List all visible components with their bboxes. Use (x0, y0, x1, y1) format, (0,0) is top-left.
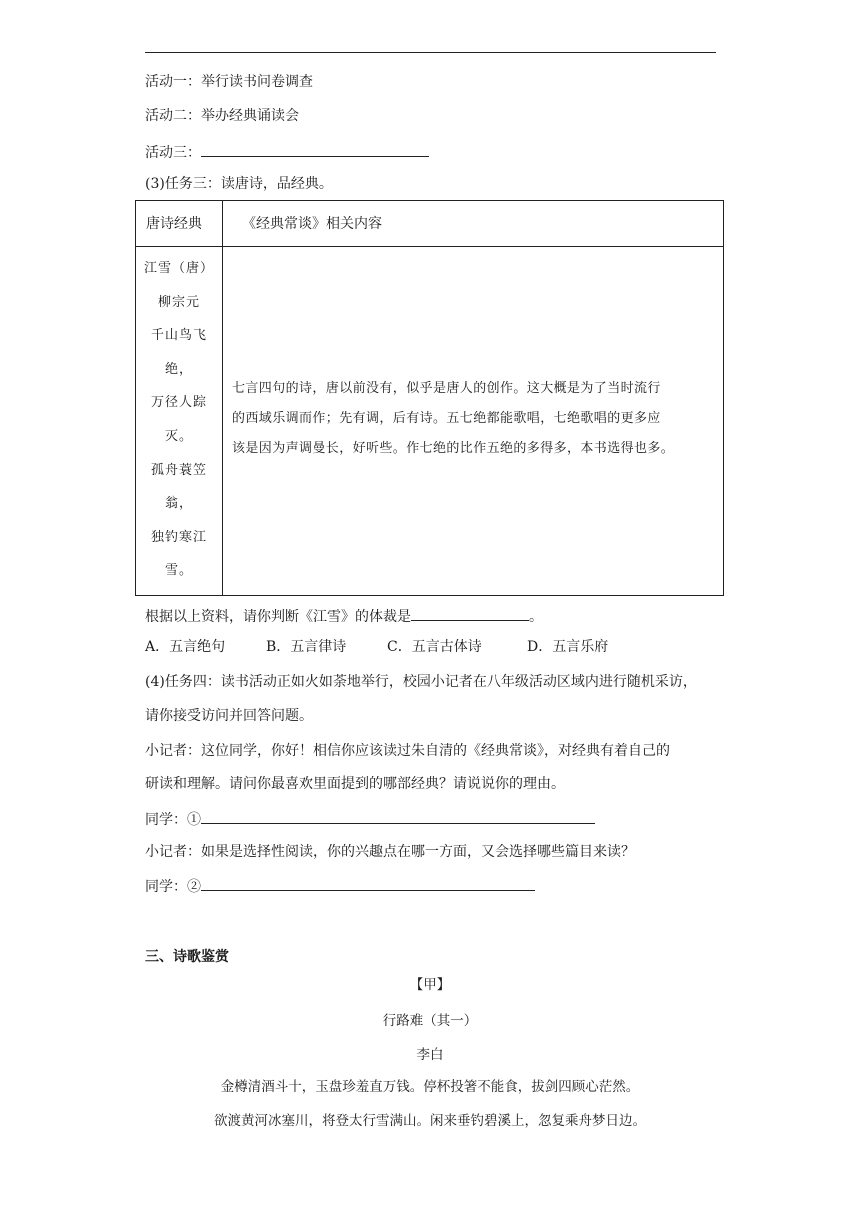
genre-question-end: 。 (529, 609, 543, 625)
excerpt-line: 的西域乐调而作；先有调，后有诗。五七绝都能歌唱，七绝歌唱的更多应 (232, 411, 661, 426)
classic-talk-excerpt (232, 374, 720, 464)
poem-line: 翁， (164, 496, 193, 512)
poem-jiangxue (136, 259, 222, 595)
option-d[interactable]: D．五言乐府 (527, 639, 609, 655)
reporter-question-1a: 小记者：这位同学，你好！相信你应该读过朱自清的《经典常谈》，对经典有着自己的 (145, 743, 670, 759)
poem-line: 灭。 (164, 428, 193, 444)
top-divider (145, 52, 716, 53)
table-column-divider (222, 201, 223, 595)
tang-poem-table (135, 200, 724, 596)
option-c[interactable]: C．五言古体诗 (387, 639, 482, 655)
activity-3-answer-blank[interactable] (201, 141, 429, 157)
excerpt-line: 七言四句的诗，唐以前没有，似乎是唐人的创作。这大概是为了当时流行 (232, 381, 661, 396)
poem-line-2: 欲渡黄河冰塞川，将登太行雪满山。闲来垂钓碧溪上，忽复乘舟梦日边。 (214, 1113, 646, 1129)
genre-question (145, 605, 543, 627)
activity-3 (145, 141, 429, 163)
poem-title: 行路难（其一） (382, 1013, 478, 1029)
student-answer-1 (145, 808, 595, 830)
task3-heading: (3)任务三：读唐诗，品经典。 (145, 176, 333, 192)
student-answer-2-label: 同学：② (145, 879, 201, 895)
activity-1: 活动一：举行读书问卷调查 (145, 74, 313, 90)
genre-answer-blank[interactable] (411, 605, 529, 621)
option-a[interactable]: A．五言绝句 (145, 639, 226, 655)
activity-3-label: 活动三： (145, 145, 201, 161)
table-header-divider (136, 246, 723, 247)
poem-line: 柳宗元 (157, 294, 200, 310)
poem-line: 绝， (164, 361, 193, 377)
student-answer-1-label: 同学：① (145, 812, 201, 828)
activity-2: 活动二：举办经典诵读会 (145, 108, 299, 124)
poem-line-1: 金樽清酒斗十，玉盘珍羞直万钱。停杯投箸不能食，拔剑四顾心茫然。 (220, 1079, 640, 1095)
student-answer-2 (145, 875, 535, 897)
poem-line: 独钓寒江 (150, 529, 207, 545)
reporter-question-2: 小记者：如果是选择性阅读，你的兴趣点在哪一方面，又会选择哪些篇目来读？ (145, 844, 635, 860)
poem-author: 李白 (416, 1047, 444, 1063)
poem-line: 雪。 (164, 563, 193, 579)
excerpt-line: 该是因为声调曼长，好听些。作七绝的比作五绝的多得多，本书选得也多。 (232, 441, 675, 456)
table-header-poem: 唐诗经典 (146, 216, 202, 232)
poem-line: 千山鸟飞 (150, 328, 207, 344)
poem-label-jia: 【甲】 (409, 977, 451, 993)
poem-line: 孤舟蓑笠 (150, 462, 207, 478)
poem-line: 万径人踪 (150, 395, 207, 411)
answer-options (145, 637, 608, 657)
poem-line: 江雪（唐） (143, 261, 214, 276)
genre-question-text: 根据以上资料，请你判断《江雪》的体裁是 (145, 609, 411, 625)
task4-line-2: 请你接受访问并回答问题。 (145, 708, 313, 724)
option-b[interactable]: B．五言律诗 (266, 639, 347, 655)
section-title-poetry: 三、诗歌鉴赏 (145, 949, 229, 965)
task4-line-1: (4)任务四：读书活动正如火如荼地举行，校园小记者在八年级活动区域内进行随机采访， (145, 674, 697, 690)
reporter-question-1b: 研读和理解。请问你最喜欢里面提到的哪部经典？请说说你的理由。 (145, 776, 565, 792)
student-answer-1-blank[interactable] (201, 808, 595, 824)
student-answer-2-blank[interactable] (201, 875, 535, 891)
table-header-content: 《经典常谈》相关内容 (242, 216, 382, 232)
